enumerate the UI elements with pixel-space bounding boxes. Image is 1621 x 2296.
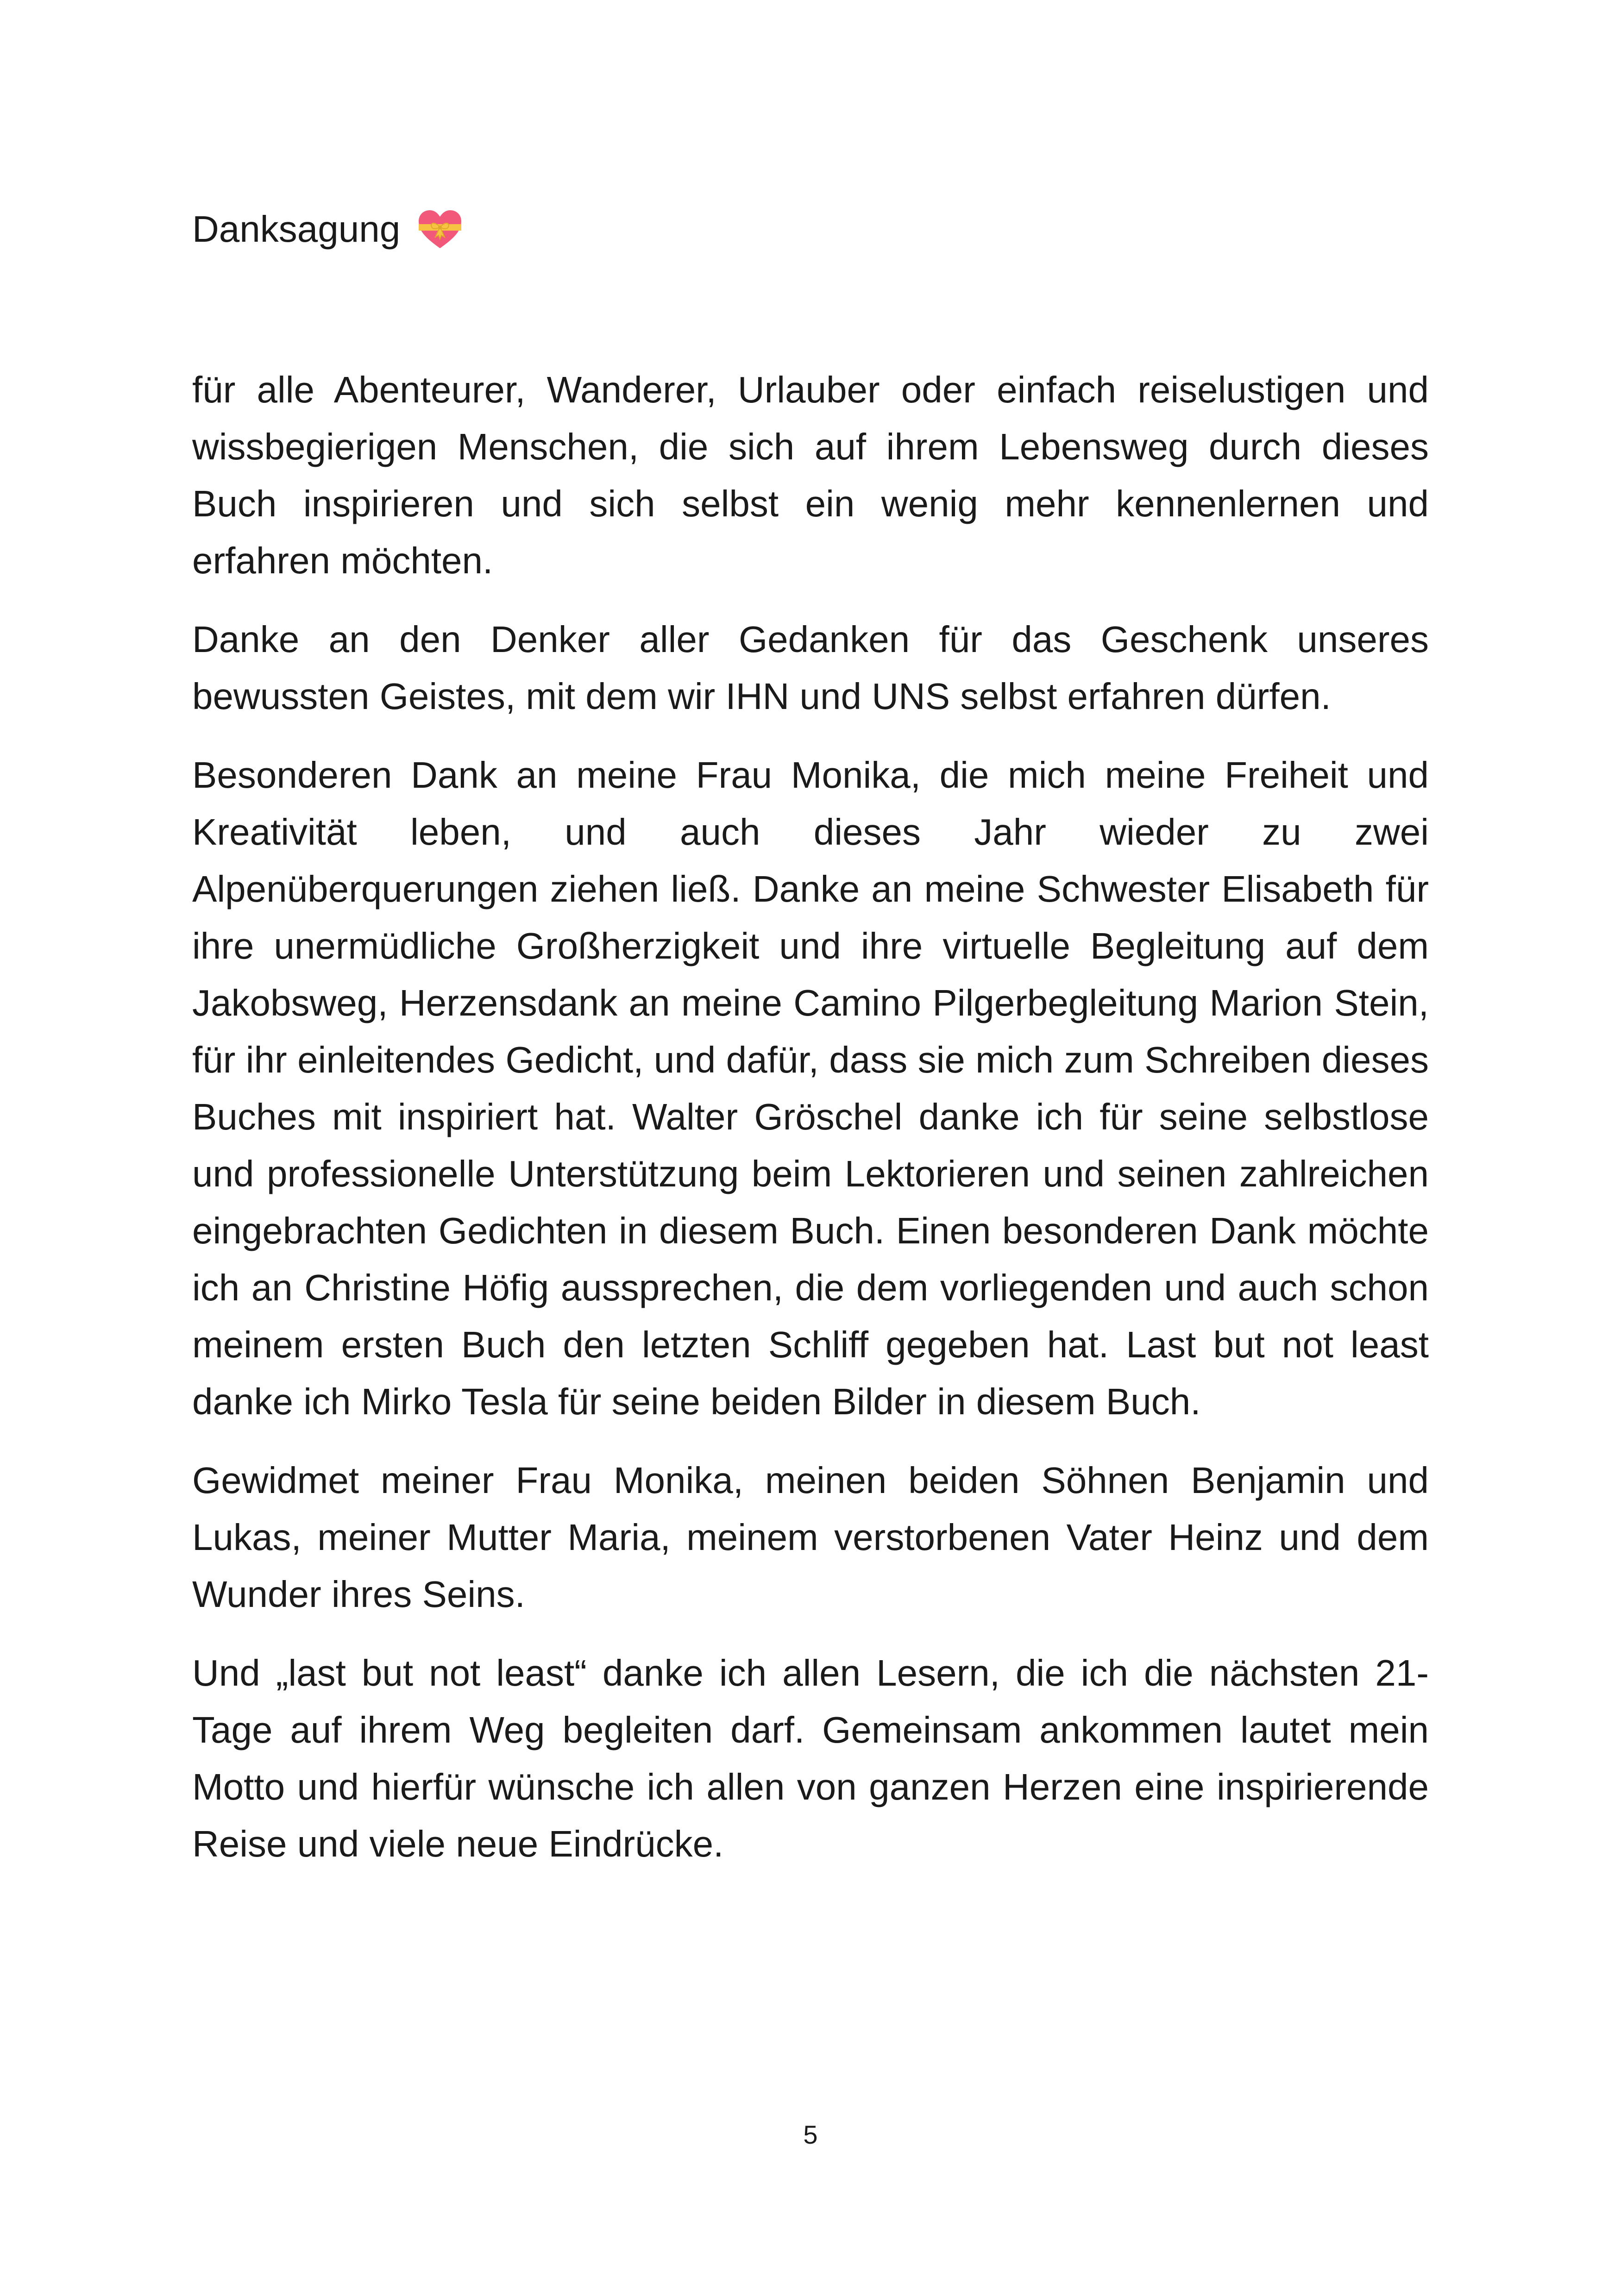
paragraph-thanks-readers: Und „last but not least“ danke ich allen Lesern, die ich die nächsten 21-Tage auf ihrem Weg begleiten darf. Gemeinsam ankommen lautet mein Motto und hierfür wünsche ich allen von ganzen Herzen eine inspirierende Reise und viele neue Eindrücke. xyxy=(192,1652,1429,1864)
page-heading xyxy=(192,204,463,255)
heart-with-ribbon-icon xyxy=(417,208,463,250)
paragraph-dedication-readers: für alle Abenteurer, Wanderer, Urlauber oder einfach reiselustigen und wissbegierigen Menschen, die sich auf ihrem Lebensweg durch dieses Buch inspirieren und sich selbst ein wenig mehr kennenlernen und erfahren möchten. xyxy=(192,369,1429,581)
paragraph-thanks-thinker: Danke an den Denker aller Gedanken für das Geschenk unseres bewussten Geistes, mit dem wir IHN und UNS selbst erfahren dürfen. xyxy=(192,619,1429,717)
acknowledgements-body xyxy=(192,361,1429,1872)
paragraph-dedication-family: Gewidmet meiner Frau Monika, meinen beiden Söhnen Benjamin und Lukas, meiner Mutter Maria, meinem verstorbenen Vater Heinz und dem Wunder ihres Seins. xyxy=(192,1460,1429,1615)
page-title: Danksagung xyxy=(192,208,401,250)
page-number: 5 xyxy=(803,2120,818,2149)
paragraph-special-thanks: Besonderen Dank an meine Frau Monika, die mich meine Freiheit und Kreativität leben, und auch dieses Jahr wieder zu zwei Alpenüberquerungen ziehen ließ. Danke an meine Schwester Elisabeth für ihre unermüdliche Großherzigkeit und ihre virtuelle Begleitung auf dem Jakobsweg, Herzensdank an meine Camino Pilgerbegleitung Marion Stein, für ihr einleitendes Gedicht, und dafür, dass sie mich zum Schreiben dieses Buches mit inspiriert hat. Walter Gröschel danke ich für seine selbstlose und professionelle Unterstützung beim Lektorieren und seinen zahlreichen eingebrachten Gedichten in diesem Buch. Einen besonderen Dank möchte ich an Christine Höfig aussprechen, die dem vorliegenden und auch schon meinem ersten Buch den letzten Schliff gegeben hat. Last but not least danke ich Mirko Tesla für seine beiden Bilder in diesem Buch. xyxy=(192,754,1429,1422)
